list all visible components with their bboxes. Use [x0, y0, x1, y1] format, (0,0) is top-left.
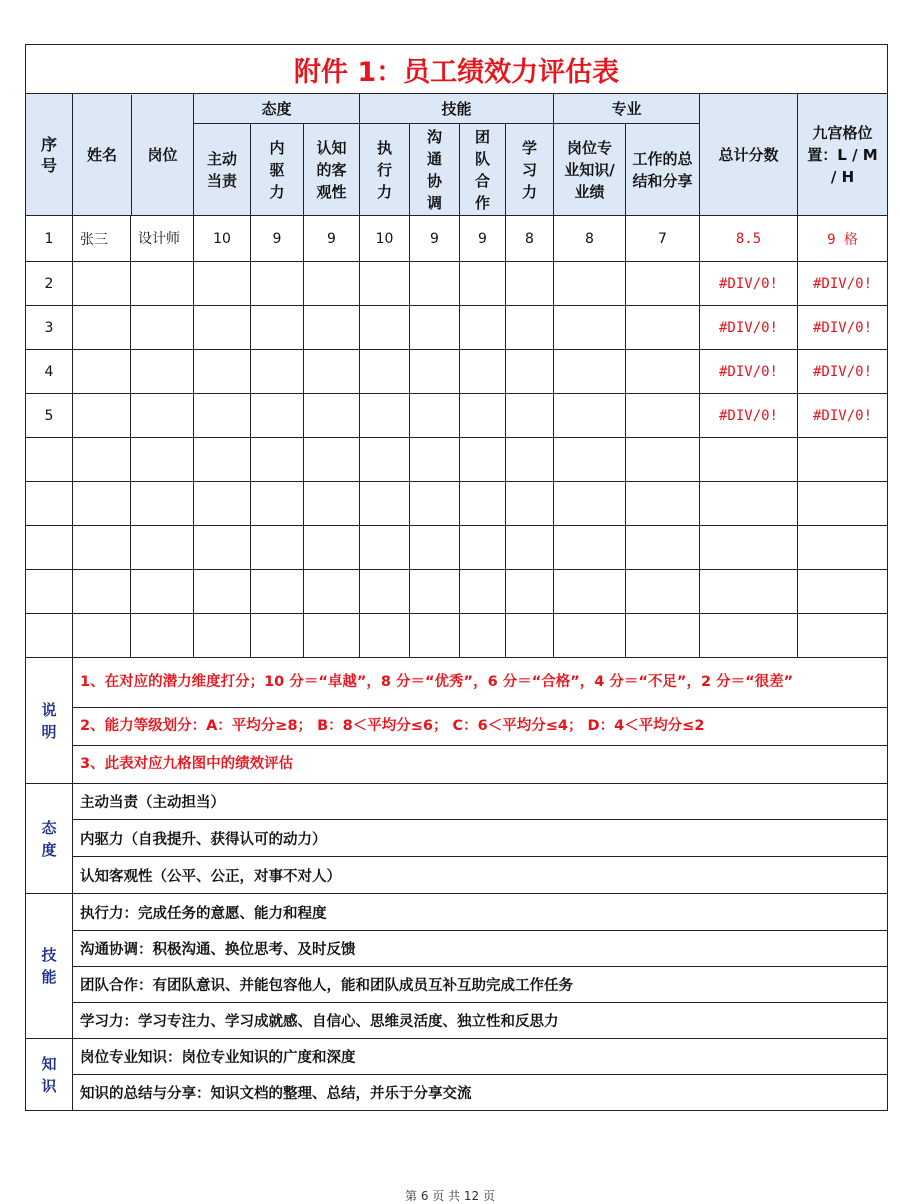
seq-header — [26, 94, 73, 216]
empty-cell — [506, 482, 554, 526]
score-cell — [460, 394, 506, 438]
empty-cell — [554, 482, 626, 526]
table-row — [26, 306, 888, 350]
table-row — [26, 216, 888, 262]
empty-cell — [251, 438, 304, 482]
empty-cell — [410, 614, 460, 658]
score-cell — [410, 350, 460, 394]
score-cell — [251, 306, 304, 350]
seq-cell: 4 — [26, 350, 73, 394]
empty-cell — [410, 526, 460, 570]
attitude-label — [26, 784, 73, 894]
score-cell — [554, 262, 626, 306]
empty-cell — [626, 526, 700, 570]
seq-cell: 3 — [26, 306, 73, 350]
empty-cell — [506, 526, 554, 570]
score-cell — [360, 262, 410, 306]
position-cell — [131, 262, 194, 306]
empty-cell — [26, 526, 73, 570]
score-cell — [506, 394, 554, 438]
attitude-item: 认知客观性（公平、公正，对事不对人） — [73, 857, 888, 894]
empty-cell — [554, 438, 626, 482]
notes-label-text: 说明 — [41, 700, 57, 741]
skills-row — [26, 1003, 888, 1039]
score-cell — [251, 262, 304, 306]
score-cell — [554, 394, 626, 438]
score-cell: 9 — [304, 216, 360, 262]
sub-header: 团队合作 — [460, 124, 506, 216]
empty-cell — [700, 482, 798, 526]
total-cell: #DIV/0! — [700, 350, 798, 394]
position-cell — [131, 394, 194, 438]
attitude-item: 内驱力（自我提升、获得认可的动力） — [73, 820, 888, 857]
notes-row — [26, 658, 888, 708]
knowledge-row — [26, 1075, 888, 1111]
score-cell — [251, 394, 304, 438]
empty-cell — [460, 570, 506, 614]
score-cell: 10 — [360, 216, 410, 262]
empty-cell — [26, 438, 73, 482]
score-cell — [626, 394, 700, 438]
position-cell — [131, 306, 194, 350]
empty-cell — [73, 570, 131, 614]
score-cell: 9 — [460, 216, 506, 262]
empty-cell — [410, 570, 460, 614]
score-cell — [410, 394, 460, 438]
skills-item: 团队合作：有团队意识、并能包容他人，能和团队成员互补互助完成工作任务 — [73, 967, 888, 1003]
empty-cell — [360, 438, 410, 482]
notes-item: 1、在对应的潜力维度打分；10 分＝“卓越”，8 分＝“优秀”，6 分＝“合格”，4 分＝“不足”，2 分＝“很差” — [73, 658, 888, 708]
name-cell — [73, 350, 131, 394]
notes-row — [26, 708, 888, 746]
seq-cell: 2 — [26, 262, 73, 306]
empty-cell — [460, 614, 506, 658]
empty-cell — [798, 482, 888, 526]
score-cell — [360, 350, 410, 394]
total-header: 总计分数 — [700, 94, 798, 216]
empty-cell — [304, 482, 360, 526]
empty-cell — [554, 614, 626, 658]
empty-cell — [506, 438, 554, 482]
page-footer: 第 6 页 共 12 页 — [405, 1189, 495, 1203]
score-cell — [626, 350, 700, 394]
name-cell — [73, 262, 131, 306]
empty-cell — [194, 526, 251, 570]
empty-cell — [26, 614, 73, 658]
empty-cell — [410, 482, 460, 526]
attitude-row — [26, 820, 888, 857]
score-cell — [304, 262, 360, 306]
empty-cell — [304, 438, 360, 482]
table-row — [26, 350, 888, 394]
empty-cell — [251, 570, 304, 614]
attitude-label-text: 态度 — [41, 818, 57, 859]
sub-header: 执行力 — [360, 124, 410, 216]
empty-cell — [131, 614, 194, 658]
grid-cell: #DIV/0! — [798, 262, 888, 306]
knowledge-label-text: 知识 — [41, 1054, 57, 1095]
score-cell — [410, 306, 460, 350]
score-cell: 8 — [506, 216, 554, 262]
knowledge-item: 知识的总结与分享：知识文档的整理、总结，并乐于分享交流 — [73, 1075, 888, 1111]
table-row — [26, 394, 888, 438]
score-cell: 7 — [626, 216, 700, 262]
notes-item: 3、此表对应九格图中的绩效评估 — [73, 746, 888, 784]
empty-cell — [194, 438, 251, 482]
attitude-group-header: 态度 — [194, 94, 360, 124]
score-cell: 8 — [554, 216, 626, 262]
name-position-header — [73, 94, 194, 216]
score-cell — [194, 306, 251, 350]
empty-cell — [131, 438, 194, 482]
empty-cell — [626, 570, 700, 614]
sub-header: 岗位专业知识/业绩 — [554, 124, 626, 216]
attitude-row — [26, 857, 888, 894]
position-header: 岗位 — [147, 146, 178, 164]
empty-cell — [360, 570, 410, 614]
empty-cell — [626, 438, 700, 482]
empty-cell — [626, 482, 700, 526]
empty-cell — [460, 526, 506, 570]
empty-cell — [700, 526, 798, 570]
score-cell — [304, 350, 360, 394]
empty-cell — [700, 614, 798, 658]
score-cell — [506, 306, 554, 350]
skills-label — [26, 894, 73, 1039]
score-cell — [304, 306, 360, 350]
score-cell — [626, 262, 700, 306]
name-header: 姓名 — [73, 95, 132, 215]
table-row — [26, 262, 888, 306]
notes-row — [26, 746, 888, 784]
empty-cell — [194, 570, 251, 614]
empty-cell — [251, 482, 304, 526]
grid-cell: #DIV/0! — [798, 394, 888, 438]
empty-cell — [360, 614, 410, 658]
empty-cell — [798, 438, 888, 482]
score-cell — [506, 262, 554, 306]
empty-cell — [360, 482, 410, 526]
empty-cell — [26, 482, 73, 526]
empty-cell — [251, 526, 304, 570]
attitude-item: 主动当责（主动担当） — [73, 784, 888, 820]
score-cell — [194, 350, 251, 394]
position-cell — [131, 350, 194, 394]
skills-row — [26, 967, 888, 1003]
name-cell — [73, 394, 131, 438]
empty-row — [26, 614, 888, 658]
empty-cell — [304, 570, 360, 614]
score-cell — [194, 262, 251, 306]
empty-cell — [73, 438, 131, 482]
skills-row — [26, 931, 888, 967]
sub-header: 内驱力 — [251, 124, 304, 216]
score-cell — [506, 350, 554, 394]
empty-cell — [798, 570, 888, 614]
score-cell — [554, 306, 626, 350]
total-cell: #DIV/0! — [700, 262, 798, 306]
score-cell: 9 — [251, 216, 304, 262]
empty-cell — [554, 526, 626, 570]
grid-cell: #DIV/0! — [798, 350, 888, 394]
score-cell — [410, 262, 460, 306]
page-title: 附件 1：员工绩效力评估表 — [26, 45, 888, 94]
empty-cell — [460, 482, 506, 526]
empty-cell — [194, 482, 251, 526]
empty-cell — [131, 526, 194, 570]
skills-item: 沟通协调：积极沟通、换位思考、及时反馈 — [73, 931, 888, 967]
empty-cell — [700, 570, 798, 614]
empty-cell — [194, 614, 251, 658]
seq-cell: 1 — [26, 216, 73, 262]
score-cell — [554, 350, 626, 394]
skills-row — [26, 894, 888, 931]
empty-cell — [73, 614, 131, 658]
empty-cell — [73, 526, 131, 570]
empty-row — [26, 482, 888, 526]
empty-cell — [304, 614, 360, 658]
position-cell: 设计师 — [131, 216, 194, 262]
total-cell: #DIV/0! — [700, 306, 798, 350]
knowledge-row — [26, 1039, 888, 1075]
empty-cell — [131, 482, 194, 526]
grid-cell: 9 格 — [798, 216, 888, 262]
empty-cell — [131, 570, 194, 614]
sub-header: 学习力 — [506, 124, 554, 216]
skill-group-header: 技能 — [360, 94, 554, 124]
empty-cell — [798, 614, 888, 658]
empty-cell — [798, 526, 888, 570]
total-cell: 8.5 — [700, 216, 798, 262]
score-cell — [460, 350, 506, 394]
score-cell — [360, 394, 410, 438]
empty-row — [26, 570, 888, 614]
sub-header: 沟通协调 — [410, 124, 460, 216]
notes-label — [26, 658, 73, 784]
seq-header-label: 序号 — [41, 134, 58, 175]
score-cell — [460, 262, 506, 306]
skills-label-text: 技能 — [41, 946, 57, 986]
empty-cell — [410, 438, 460, 482]
empty-cell — [506, 614, 554, 658]
score-cell: 9 — [410, 216, 460, 262]
empty-cell — [251, 614, 304, 658]
empty-row — [26, 438, 888, 482]
skills-item: 执行力：完成任务的意愿、能力和程度 — [73, 894, 888, 931]
name-cell — [73, 306, 131, 350]
score-cell — [194, 394, 251, 438]
grid-header: 九宫格位置：L / M / H — [798, 94, 888, 216]
empty-cell — [460, 438, 506, 482]
knowledge-label — [26, 1039, 73, 1111]
knowledge-item: 岗位专业知识：岗位专业知识的广度和深度 — [73, 1039, 888, 1075]
empty-row — [26, 526, 888, 570]
evaluation-table — [25, 44, 888, 1111]
empty-cell — [554, 570, 626, 614]
empty-cell — [73, 482, 131, 526]
name-cell: 张三 — [73, 216, 131, 262]
skills-item: 学习力：学习专注力、学习成就感、自信心、思维灵活度、独立性和反思力 — [73, 1003, 888, 1039]
empty-cell — [700, 438, 798, 482]
empty-cell — [304, 526, 360, 570]
attitude-row — [26, 784, 888, 820]
empty-cell — [626, 614, 700, 658]
empty-cell — [360, 526, 410, 570]
score-cell — [304, 394, 360, 438]
pro-group-header: 专业 — [554, 94, 700, 124]
empty-cell — [26, 570, 73, 614]
sub-header: 工作的总结和分享 — [626, 124, 700, 216]
empty-cell — [506, 570, 554, 614]
sub-header: 认知的客观性 — [304, 124, 360, 216]
score-cell — [626, 306, 700, 350]
score-cell — [251, 350, 304, 394]
score-cell: 10 — [194, 216, 251, 262]
notes-item: 2、能力等级划分：A：平均分≥8； B：8＜平均分≤6； C：6＜平均分≤4； D：4＜平均分≤2 — [73, 708, 888, 746]
sub-header: 主动当责 — [194, 124, 251, 216]
total-cell: #DIV/0! — [700, 394, 798, 438]
score-cell — [460, 306, 506, 350]
grid-cell: #DIV/0! — [798, 306, 888, 350]
seq-cell: 5 — [26, 394, 73, 438]
score-cell — [360, 306, 410, 350]
